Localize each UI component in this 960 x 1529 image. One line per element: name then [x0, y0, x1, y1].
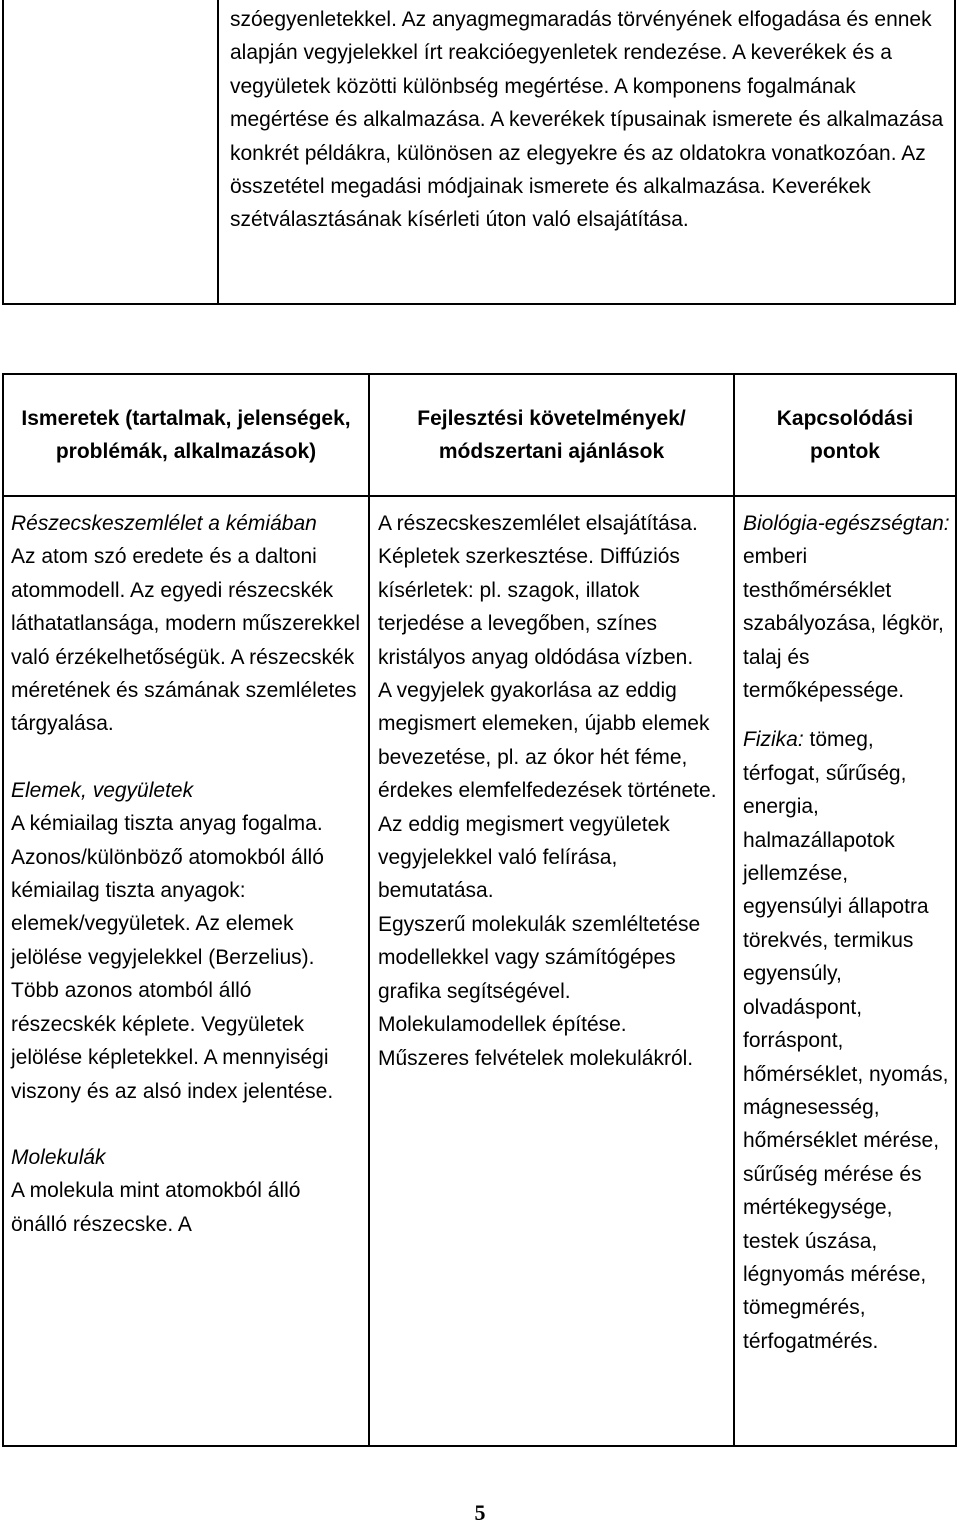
top-paragraph: szóegyenletekkel. Az anyagmegmaradás törvényének elfogadása és ennek alapján vegyjelekkel írt reakcióegyenletek rendezése. A keverékek és a vegyületek közötti különbség megértése. A komponens fogalmának megértése és alkalmazása. A keverékek típusainak ismerete és alkalmazása konkrét példákra, különösen az elegyekre és az oldatokra vonatkozóan. Az összetétel megadási módjainak ismerete és alkalmazása. Keverékek szétválasztásának kísérleti úton való elsajátítása.	[230, 8, 944, 232]
biology-text: emberi testhőmérséklet szabályozása, légkör, talaj és termőképessége.	[743, 545, 944, 703]
physics-label: Fizika:	[743, 728, 804, 752]
requirement-paragraph: Műszeres felvételek molekulákról.	[378, 1046, 694, 1070]
header-connections: Kapcsolódási pontok	[734, 374, 956, 496]
elements-text: A kémiailag tiszta anyag fogalma. Azonos/különböző atomokból álló kémiailag tiszta anyagok: elemek/vegyületek. Az elemek jelölése vegyjelekkel (Berzelius). Több azonos atomból álló részecskék képlete. Vegyületek jelölése képletekkel. A mennyiségi viszony és az alsó index jelentése.	[11, 812, 334, 1103]
section-heading-elements: Elemek, vegyületek	[11, 778, 194, 802]
header-knowledge: Ismeretek (tartalmak, jelenségek, problémák, alkalmazások)	[3, 374, 369, 496]
requirement-paragraph: Az eddig megismert vegyületek vegyjelekkel való felírása, bemutatása.	[378, 812, 670, 903]
requirements-cell	[369, 496, 734, 1446]
requirement-paragraph: Molekulamodellek építése.	[378, 1013, 627, 1037]
connections-cell	[734, 496, 956, 1446]
table-header-row	[3, 374, 956, 496]
requirement-paragraph: Egyszerű molekulák szemléltetése modellekkel vagy számítógépes grafika segítségével.	[378, 912, 701, 1003]
section-heading-particles: Részecskeszemlélet a kémiában	[11, 512, 317, 535]
top-table	[2, 0, 956, 305]
biology-label: Biológia-egészségtan:	[743, 512, 950, 535]
header-requirements: Fejlesztési követelmények/ módszertani ajánlások	[369, 374, 734, 496]
molecules-text: A molekula mint atomokból álló önálló részecske. A	[11, 1179, 301, 1236]
requirement-paragraph: A vegyjelek gyakorlása az eddig megismert elemeken, újabb elemek bevezetése, pl. az ókor hét féme, érdekes elemfelfedezések története.	[378, 679, 717, 803]
physics-text: tömeg, térfogat, sűrűség, energia, halmazállapotok jellemzése, egyensúlyi állapotra törekvés, termikus egyensúly, olvadáspont, forráspont, hőmérséklet, nyomás, mágnesesség, hőmérséklet mérése, sűrűség mérése és mértékegysége, testek úszása, légnyomás mérése, tömegmérés, térfogatmérés.	[743, 728, 949, 1353]
curriculum-table	[2, 373, 957, 1447]
page-number: 5	[474, 1500, 486, 1525]
top-table-text-cell	[218, 0, 955, 304]
knowledge-cell	[3, 496, 369, 1446]
section-heading-molecules: Molekulák	[11, 1145, 106, 1169]
requirement-paragraph: A részecskeszemlélet elsajátítása. Képletek szerkesztése. Diffúziós kísérletek: pl. szagok, illatok terjedése a levegőben, színes kristályos anyag oldódása vízben.	[378, 512, 698, 669]
table-row	[3, 496, 956, 1446]
connection-physics	[743, 723, 951, 1358]
top-table-left-cell	[3, 0, 218, 304]
connection-biology	[743, 507, 951, 707]
particles-text: Az atom szó eredete és a daltoni atommodell. Az egyedi részecskék láthatatlansága, modern műszerekkel való érzékelhetőségük. A részecskék méretének és számának szemléletes tárgyalása.	[11, 545, 361, 736]
